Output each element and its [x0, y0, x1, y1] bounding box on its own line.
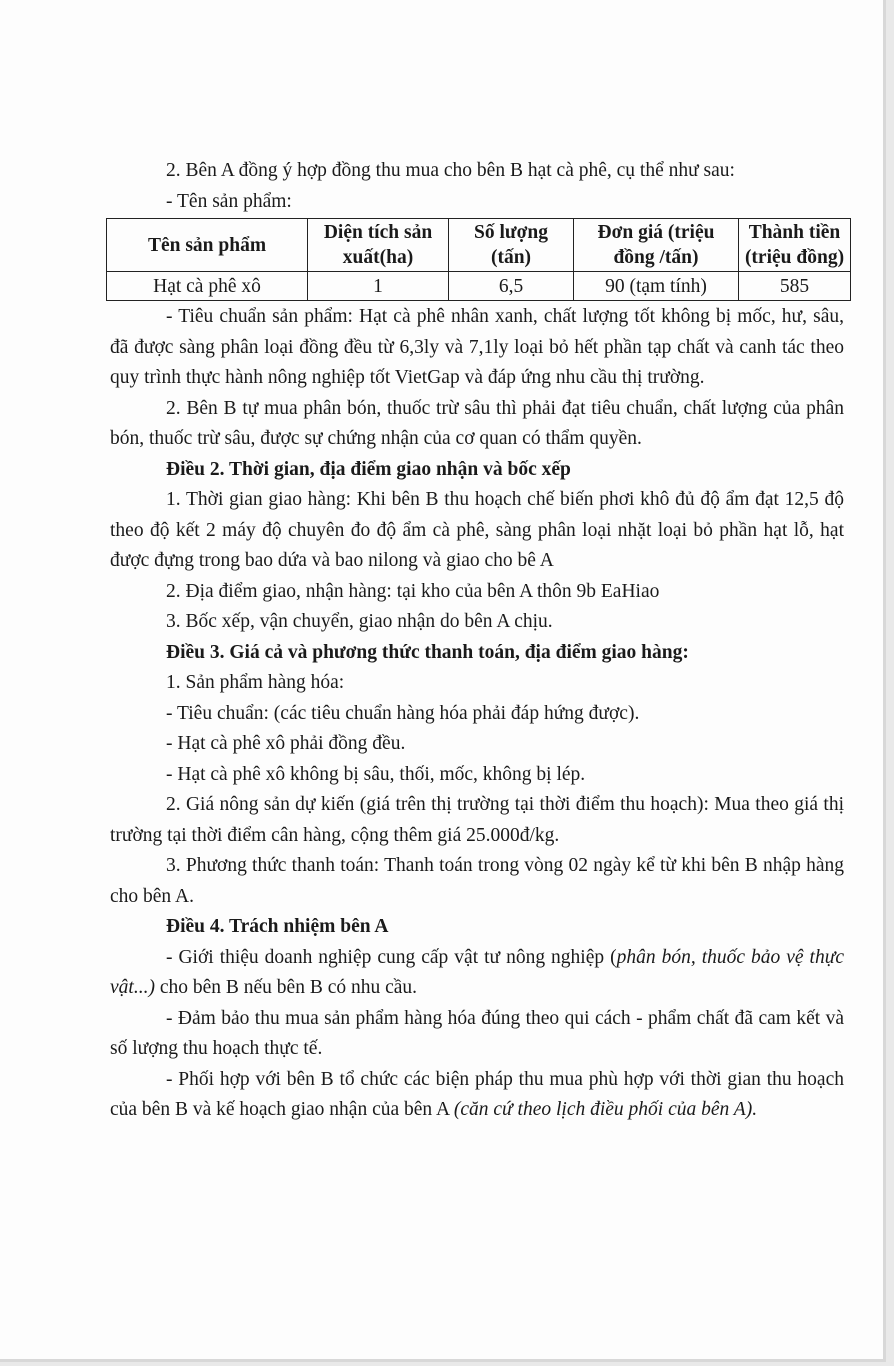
table-header-cell: Đơn giá (triệu đồng /tấn) — [574, 219, 739, 272]
payment-paragraph: 3. Phương thức thanh toán: Thanh toán trong vòng 02 ngày kể từ khi bên B nhập hàng cho bên A. — [110, 855, 844, 907]
table-row — [107, 272, 851, 301]
product-name-label: - Tên sản phẩm: — [166, 190, 292, 212]
article-4-heading: Điều 4. Trách nhiệm bên A — [166, 916, 389, 937]
supplier-text: - Giới thiệu doanh nghiệp cung cấp vật tư nông nghiệp ( — [166, 946, 617, 968]
delivery-time-paragraph: 1. Thời gian giao hàng: Khi bên B thu hoạch chế biến phơi khô đủ độ ẩm đạt 12,5 độ theo độ kết 2 máy độ chuyên đo độ ẩm cà phê, sàng phân loại nhặt loại bỏ phần hạt lỗ, hạt được đựng trong bao dứa và bao nilong và giao cho bê A — [110, 489, 844, 571]
supplier-paragraph — [110, 943, 844, 1004]
product-standard-paragraph: - Tiêu chuẩn sản phẩm: Hạt cà phê nhân xanh, chất lượng tốt không bị mốc, hư, sâu, đã được sàng phân loại đồng đều từ 6,3ly và 7,1ly loại bỏ hết phần tạp chất và canh tác theo quy trình thực hành nông nghiệp tốt VietGap và đáp ứng nhu cầu thị trường. — [110, 306, 844, 388]
table-cell: 1 — [308, 272, 449, 301]
table-cell: 6,5 — [449, 272, 574, 301]
supplier-text-end: cho bên B nếu bên B có nhu cầu. — [154, 977, 418, 998]
table-cell: Hạt cà phê xô — [107, 272, 308, 301]
table-cell: 585 — [739, 272, 851, 301]
article-3-heading: Điều 3. Giá cả và phương thức thanh toán, địa điểm giao hàng: — [166, 641, 689, 663]
standard-paragraph: - Tiêu chuẩn: (các tiêu chuẩn hàng hóa phải đáp hứng được). — [166, 702, 640, 724]
fertilizer-paragraph: 2. Bên B tự mua phân bón, thuốc trừ sâu thì phải đạt tiêu chuẩn, chất lượng của phân bón, thuốc trừ sâu, được sự chứng nhận của cơ quan có thẩm quyền. — [110, 397, 844, 449]
product-table — [106, 218, 851, 301]
coordination-text: - Phối hợp với bên B tổ chức các biện pháp thu mua phù hợp với thời gian thu hoạch của bên B và kế hoạch giao nhận của bên A — [110, 1068, 844, 1120]
table-cell: 90 (tạm tính) — [574, 272, 739, 301]
document-body — [110, 156, 844, 1126]
uniform-paragraph: - Hạt cà phê xô phải đồng đều. — [166, 733, 406, 754]
delivery-place-paragraph: 2. Địa điểm giao, nhận hàng: tại kho của bên A thôn 9b EaHiao — [166, 580, 660, 602]
table-header-cell: Tên sản phẩm — [107, 219, 308, 272]
article-2-heading: Điều 2. Thời gian, địa điểm giao nhận và bốc xếp — [166, 458, 571, 480]
table-header-row — [107, 219, 851, 272]
supplier-italic-text: phân bón, thuốc bảo vệ thực vật...) — [110, 946, 844, 998]
defect-paragraph: - Hạt cà phê xô không bị sâu, thối, mốc, không bị lép. — [166, 763, 586, 785]
intro-line: 2. Bên A đồng ý hợp đồng thu mua cho bên B hạt cà phê, cụ thể như sau: — [166, 160, 735, 181]
goods-paragraph: 1. Sản phẩm hàng hóa: — [166, 672, 345, 693]
table-header-cell: Diện tích sản xuất(ha) — [308, 219, 449, 272]
table-header-cell: Thành tiền (triệu đồng) — [739, 219, 851, 272]
coordination-paragraph — [110, 1065, 844, 1126]
purchase-guarantee-paragraph: - Đảm bảo thu mua sản phẩm hàng hóa đúng theo qui cách - phẩm chất đã cam kết và số lượng thu hoạch thực tế. — [110, 1007, 844, 1059]
loading-paragraph: 3. Bốc xếp, vận chuyển, giao nhận do bên A chịu. — [166, 611, 553, 632]
coordination-italic-text: (căn cứ theo lịch điều phối của bên A). — [453, 1099, 758, 1120]
table-header-cell: Số lượng (tấn) — [449, 219, 574, 272]
price-paragraph: 2. Giá nông sản dự kiến (giá trên thị trường tại thời điểm thu hoạch): Mua theo giá thị trường tại thời điểm cân hàng, cộng thêm giá 25.000đ/kg. — [110, 794, 844, 846]
